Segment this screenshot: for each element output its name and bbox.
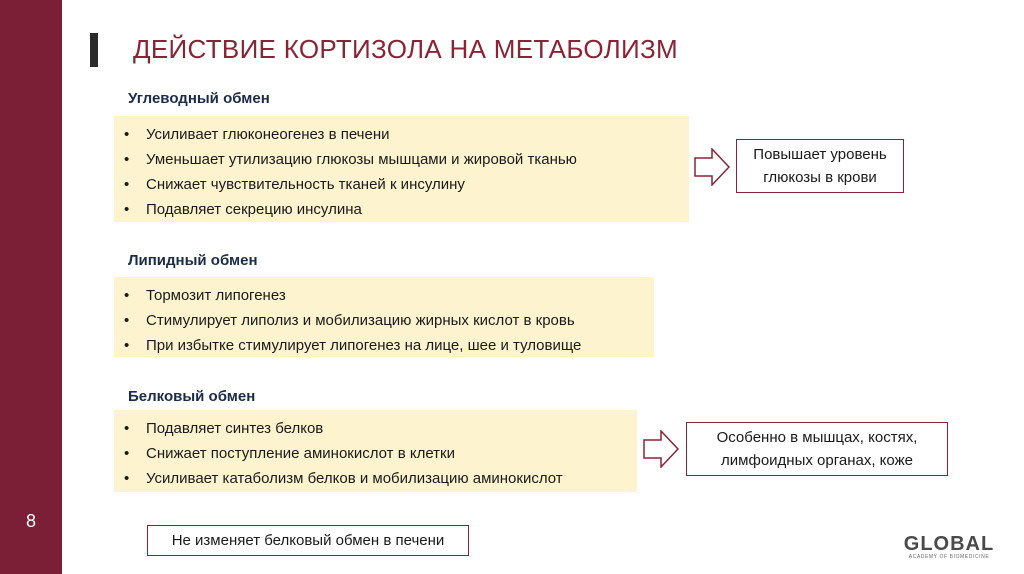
bullet-icon: •: [124, 337, 130, 354]
protein-box: [114, 410, 637, 492]
protein-heading: Белковый обмен: [128, 388, 256, 405]
protein-note-text: Не изменяет белковый обмен в печени: [171, 532, 445, 549]
carb-heading: Углеводный обмен: [128, 90, 270, 107]
list-item: • Подавляет синтез белков: [114, 416, 637, 441]
bullet-icon: •: [124, 201, 130, 218]
list-item: • Снижает поступление аминокислот в клетки: [114, 441, 637, 466]
page-number: 8: [25, 511, 36, 531]
list-item: • Усиливает глюконеогенез в печени: [114, 122, 689, 147]
arrow-right-icon: [694, 148, 730, 186]
logo-subtitle: ACADEMY OF BIOMEDICINE: [908, 554, 990, 560]
global-logo: [903, 534, 995, 561]
bullet-icon: •: [124, 420, 130, 437]
protein-result-text: Особенно в мышцах, костях, лимфоидных органах, коже: [716, 429, 918, 469]
slide-title: ДЕЙСТВИЕ КОРТИЗОЛА НА МЕТАБОЛИЗМ: [133, 34, 678, 64]
arrow-right-icon: [643, 430, 679, 468]
sidebar: [0, 0, 62, 574]
bullet-icon: •: [124, 312, 130, 329]
carb-result-text: Повышает уровень глюкозы в крови: [753, 146, 887, 186]
logo-word: GLOBAL: [903, 533, 995, 555]
list-item: • Уменьшает утилизацию глюкозы мышцами и жировой тканью: [114, 147, 689, 172]
bullet-icon: •: [124, 470, 130, 487]
protein-list: [114, 416, 637, 491]
title-accent-bar: [90, 33, 98, 67]
list-item: • Усиливает катаболизм белков и мобилизацию аминокислот: [114, 466, 637, 491]
lipid-box: [114, 277, 654, 357]
lipid-list: [114, 283, 654, 358]
protein-note-box: [147, 525, 469, 556]
carb-result-box: [736, 139, 904, 193]
list-item: • Снижает чувствительность тканей к инсулину: [114, 172, 689, 197]
list-item: • Тормозит липогенез: [114, 283, 654, 308]
carb-list: [114, 122, 689, 222]
bullet-icon: •: [124, 287, 130, 304]
list-item: • При избытке стимулирует липогенез на лице, шее и туловище: [114, 333, 654, 358]
bullet-icon: •: [124, 176, 130, 193]
lipid-heading: Липидный обмен: [128, 252, 258, 269]
bullet-icon: •: [124, 445, 130, 462]
bullet-icon: •: [124, 151, 130, 168]
list-item: • Подавляет секрецию инсулина: [114, 197, 689, 222]
carb-box: [114, 116, 689, 222]
list-item: • Стимулирует липолиз и мобилизацию жирных кислот в кровь: [114, 308, 654, 333]
protein-result-box: [686, 422, 948, 476]
bullet-icon: •: [124, 126, 130, 143]
